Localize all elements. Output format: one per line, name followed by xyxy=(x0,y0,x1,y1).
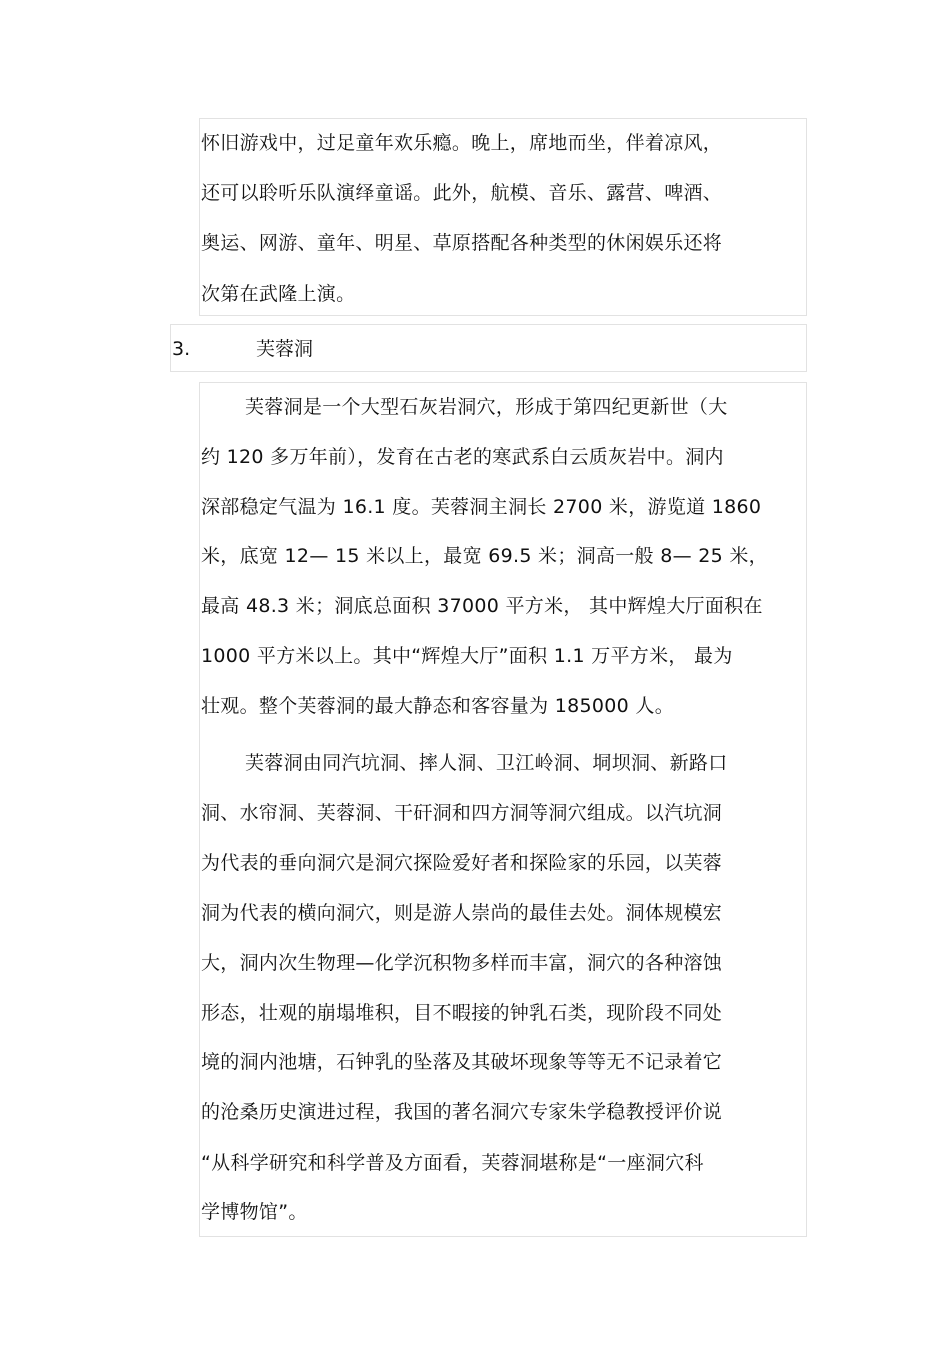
section1-line: 次第在武隆上演。 xyxy=(201,283,356,305)
para2-line: 学博物馆”。 xyxy=(201,1201,308,1223)
para2-line: 境的洞内池塘，石钟乳的坠落及其破坏现象等等无不记录着它 xyxy=(201,1051,723,1073)
para1-line: 约 120 多万年前），发育在古老的寒武系白云质灰岩中。洞内 xyxy=(201,446,724,468)
para2-line: 洞为代表的横向洞穴，则是游人崇尚的最佳去处。洞体规模宏 xyxy=(201,902,723,924)
section-title: 芙蓉洞 xyxy=(256,338,314,360)
para1-line: 深部稳定气温为 16.1 度。芙蓉洞主洞长 2700 米，游览道 1860 xyxy=(201,496,762,518)
para2-line: 大，洞内次生物理—化学沉积物多样而丰富，洞穴的各种溶蚀 xyxy=(201,952,723,974)
para1-line: 最高 48.3 米；洞底总面积 37000 平方米， 其中辉煌大厅面积在 xyxy=(201,595,763,617)
para1-line: 米，底宽 12— 15 米以上，最宽 69.5 米；洞高一般 8— 25 米， xyxy=(201,545,768,567)
para1-line: 1000 平方米以上。其中“辉煌大厅”面积 1.1 万平方米， 最为 xyxy=(201,645,733,667)
para2-line: “从科学研究和科学普及方面看，芙蓉洞堪称是“一座洞穴科 xyxy=(201,1152,704,1174)
para2-line: 的沧桑历史演进过程，我国的著名洞穴专家朱学稳教授评价说 xyxy=(201,1101,723,1123)
para2-line: 洞、水帘洞、芙蓉洞、干矸洞和四方洞等洞穴组成。以汽坑洞 xyxy=(201,802,723,824)
section1-line: 还可以聆听乐队演绎童谣。此外，航模、音乐、露营、啤酒、 xyxy=(201,182,723,204)
para2-line: 形态，壮观的崩塌堆积，目不暇接的钟乳石类，现阶段不同处 xyxy=(201,1002,723,1024)
para2-line: 芙蓉洞由同汽坑洞、摔人洞、卫江岭洞、垌坝洞、新路口 xyxy=(245,752,728,774)
para1-line: 壮观。整个芙蓉洞的最大静态和客容量为 185000 人。 xyxy=(201,695,675,717)
para1-line: 芙蓉洞是一个大型石灰岩洞穴，形成于第四纪更新世（大 xyxy=(245,396,728,418)
section1-line: 怀旧游戏中，过足童年欢乐瘾。晚上，席地而坐，伴着凉风， xyxy=(201,132,723,154)
section-number: 3. xyxy=(172,338,191,360)
section1-line: 奥运、网游、童年、明星、草原搭配各种类型的休闲娱乐还将 xyxy=(201,232,723,254)
para2-line: 为代表的垂向洞穴是洞穴探险爱好者和探险家的乐园，以芙蓉 xyxy=(201,852,723,874)
